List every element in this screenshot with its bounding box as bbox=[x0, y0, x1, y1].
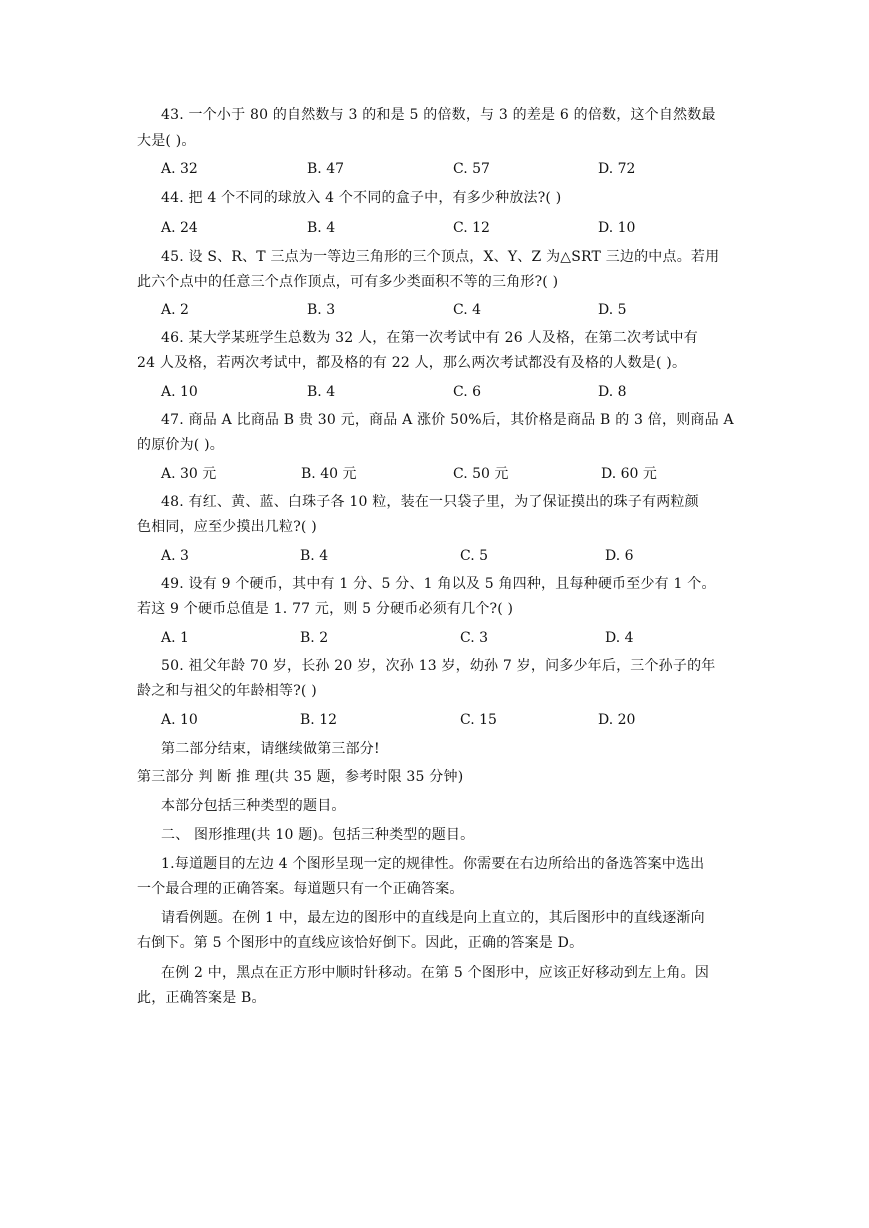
question-47-line-1: 47. 商品 A 比商品 B 贵 30 元，商品 A 涨价 50%后，其价格是商品 B 的 3 倍，则商品 A bbox=[161, 412, 734, 428]
question-43-option-a: A. 32 bbox=[161, 161, 198, 177]
question-48-line-2: 色相同，应至少摸出几粒?( ) bbox=[137, 519, 317, 535]
question-46-option-d: D. 8 bbox=[598, 384, 627, 400]
question-43-line-1: 43. 一个小于 80 的自然数与 3 的和是 5 的倍数，与 3 的差是 6 的倍数，这个自然数最 bbox=[161, 107, 716, 123]
instruction-1-line-1: 1.每道题目的左边 4 个图形呈现一定的规律性。你需要在右边所给出的备选答案中选出 bbox=[161, 856, 705, 872]
question-48-option-b: B. 4 bbox=[300, 548, 329, 564]
section3-title: 第三部分 判 断 推 理(共 35 题，参考时限 35 分钟) bbox=[137, 769, 464, 785]
question-44-option-d: D. 10 bbox=[598, 220, 636, 236]
question-47-option-d: D. 60 元 bbox=[601, 466, 657, 482]
section3-intro: 本部分包括三种类型的题目。 bbox=[161, 798, 346, 814]
question-45-option-b: B. 3 bbox=[307, 302, 336, 318]
question-46-option-b: B. 4 bbox=[307, 384, 336, 400]
question-48-option-c: C. 5 bbox=[460, 548, 489, 564]
example-1-line-2: 右倒下。第 5 个图形中的直线应该恰好倒下。因此，正确的答案是 D。 bbox=[137, 935, 584, 951]
question-49-line-1: 49. 设有 9 个硬币，其中有 1 分、5 分、1 角以及 5 角四种，且每种硬币至少有 1 个。 bbox=[161, 576, 716, 592]
question-46-line-2: 24 人及格，若两次考试中，都及格的有 22 人，那么两次考试都没有及格的人数是( )。 bbox=[137, 355, 687, 371]
question-45-option-a: A. 2 bbox=[161, 302, 189, 318]
question-48-line-1: 48. 有红、黄、蓝、白珠子各 10 粒，装在一只袋子里，为了保证摸出的珠子有两粒颜 bbox=[161, 494, 699, 510]
question-49-option-b: B. 2 bbox=[300, 630, 329, 646]
question-45-option-d: D. 5 bbox=[598, 302, 627, 318]
question-50-option-d: D. 20 bbox=[598, 712, 636, 728]
question-44-line-1: 44. 把 4 个不同的球放入 4 个不同的盒子中，有多少种放法?( ) bbox=[161, 190, 562, 206]
question-47-option-b: B. 40 元 bbox=[301, 466, 357, 482]
question-44-option-c: C. 12 bbox=[453, 220, 490, 236]
example-2-line-2: 此，正确答案是 B。 bbox=[137, 990, 266, 1006]
question-43-line-2: 大是( )。 bbox=[137, 133, 196, 149]
question-44-option-a: A. 24 bbox=[161, 220, 198, 236]
question-47-option-c: C. 50 元 bbox=[453, 466, 509, 482]
question-43-option-b: B. 47 bbox=[307, 161, 345, 177]
question-48-option-a: A. 3 bbox=[161, 548, 189, 564]
question-48-option-d: D. 6 bbox=[605, 548, 634, 564]
question-49-option-c: C. 3 bbox=[460, 630, 489, 646]
question-44-option-b: B. 4 bbox=[307, 220, 336, 236]
question-49-option-a: A. 1 bbox=[161, 630, 189, 646]
subsection-title: 二、 图形推理(共 10 题)。包括三种类型的题目。 bbox=[161, 827, 475, 843]
example-1-line-1: 请看例题。在例 1 中，最左边的图形中的直线是向上直立的，其后图形中的直线逐渐向 bbox=[161, 910, 705, 926]
question-46-option-a: A. 10 bbox=[161, 384, 198, 400]
question-49-line-2: 若这 9 个硬币总值是 1. 77 元，则 5 分硬币必须有几个?( ) bbox=[137, 601, 514, 617]
question-43-option-c: C. 57 bbox=[453, 161, 490, 177]
example-2-line-1: 在例 2 中，黑点在正方形中顺时针移动。在第 5 个图形中，应该正好移动到左上角。因 bbox=[161, 965, 710, 981]
question-45-line-1: 45. 设 S、R、T 三点为一等边三角形的三个顶点，X、Y、Z 为△SRT 三边的中点。若用 bbox=[161, 249, 720, 265]
question-43-option-d: D. 72 bbox=[598, 161, 636, 177]
question-45-option-c: C. 4 bbox=[453, 302, 482, 318]
question-47-option-a: A. 30 元 bbox=[161, 466, 217, 482]
question-45-line-2: 此六个点中的任意三个点作顶点，可有多少类面积不等的三角形?( ) bbox=[137, 274, 559, 290]
question-50-option-a: A. 10 bbox=[161, 712, 198, 728]
question-49-option-d: D. 4 bbox=[605, 630, 634, 646]
question-50-line-1: 50. 祖父年龄 70 岁，长孙 20 岁，次孙 13 岁，幼孙 7 岁，问多少年后，三个孙子的年 bbox=[161, 658, 716, 674]
question-46-option-c: C. 6 bbox=[453, 384, 482, 400]
question-50-option-c: C. 15 bbox=[460, 712, 497, 728]
section-end-note: 第二部分结束，请继续做第三部分! bbox=[161, 741, 380, 757]
question-50-option-b: B. 12 bbox=[300, 712, 338, 728]
question-47-line-2: 的原价为( )。 bbox=[137, 437, 224, 453]
instruction-1-line-2: 一个最合理的正确答案。每道题只有一个正确答案。 bbox=[137, 881, 464, 897]
question-50-line-2: 龄之和与祖父的年龄相等?( ) bbox=[137, 683, 317, 699]
question-46-line-1: 46. 某大学某班学生总数为 32 人，在第一次考试中有 26 人及格，在第二次考试中有 bbox=[161, 330, 698, 346]
